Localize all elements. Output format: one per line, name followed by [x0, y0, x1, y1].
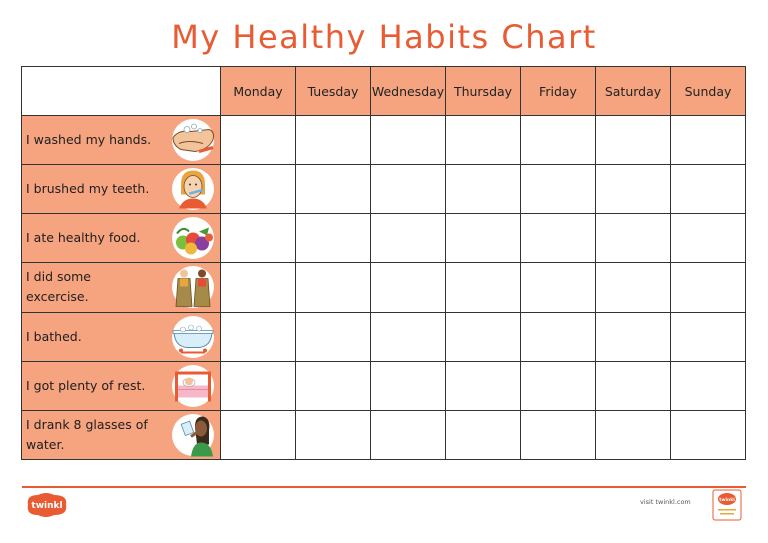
- tick-cell[interactable]: [446, 312, 521, 361]
- bathtub-icon: [169, 314, 217, 359]
- habit-row: [22, 165, 746, 214]
- tick-cell[interactable]: [671, 263, 746, 312]
- tick-cell[interactable]: [296, 263, 371, 312]
- habit-label-cell: [22, 165, 221, 214]
- tick-cell[interactable]: [521, 116, 596, 165]
- day-header-friday: Friday: [521, 67, 596, 116]
- logo-text: twinkl: [31, 501, 63, 511]
- habit-label-cell: [22, 361, 221, 410]
- day-header-tuesday: Tuesday: [296, 67, 371, 116]
- tick-cell[interactable]: [371, 116, 446, 165]
- habit-row: [22, 214, 746, 263]
- washing-hands-icon: [169, 118, 217, 163]
- twinkl-badge-icon: [712, 489, 742, 521]
- tick-cell[interactable]: [371, 410, 446, 459]
- habit-label-cell: [22, 312, 221, 361]
- tick-cell[interactable]: [521, 410, 596, 459]
- tick-cell[interactable]: [221, 410, 296, 459]
- tick-cell[interactable]: [521, 214, 596, 263]
- tick-cell[interactable]: [596, 361, 671, 410]
- tick-cell[interactable]: [521, 361, 596, 410]
- tick-cell[interactable]: [596, 312, 671, 361]
- tick-cell[interactable]: [371, 263, 446, 312]
- tick-cell[interactable]: [221, 214, 296, 263]
- habit-label: I washed my hands.: [26, 132, 152, 148]
- habit-label: I got plenty of rest.: [26, 377, 146, 393]
- habit-row: [22, 410, 746, 459]
- brushing-teeth-icon: [169, 167, 217, 212]
- tick-cell[interactable]: [596, 410, 671, 459]
- tick-cell[interactable]: [296, 312, 371, 361]
- tick-cell[interactable]: [446, 214, 521, 263]
- day-header-thursday: Thursday: [446, 67, 521, 116]
- habit-label: I did some excercise.: [26, 269, 92, 305]
- twinkl-logo: [24, 491, 70, 519]
- tick-cell[interactable]: [671, 165, 746, 214]
- drinking-water-icon: [169, 412, 217, 457]
- habit-label-cell: [22, 263, 221, 312]
- habit-row: [22, 312, 746, 361]
- tick-cell[interactable]: [671, 410, 746, 459]
- habit-row: [22, 116, 746, 165]
- tick-cell[interactable]: [446, 410, 521, 459]
- day-header-wednesday: Wednesday: [371, 67, 446, 116]
- tick-cell[interactable]: [221, 361, 296, 410]
- tick-cell[interactable]: [521, 165, 596, 214]
- tick-cell[interactable]: [671, 312, 746, 361]
- tick-cell[interactable]: [371, 165, 446, 214]
- day-header-monday: Monday: [221, 67, 296, 116]
- tick-cell[interactable]: [296, 165, 371, 214]
- tick-cell[interactable]: [371, 312, 446, 361]
- tick-cell[interactable]: [671, 116, 746, 165]
- tick-cell[interactable]: [221, 263, 296, 312]
- habit-label-cell: [22, 214, 221, 263]
- tick-cell[interactable]: [671, 214, 746, 263]
- tick-cell[interactable]: [596, 263, 671, 312]
- habit-label: I ate healthy food.: [26, 230, 141, 246]
- sleeping-icon: [169, 363, 217, 408]
- tick-cell[interactable]: [521, 312, 596, 361]
- habit-label-cell: [22, 116, 221, 165]
- habit-label-cell: [22, 410, 221, 459]
- tick-cell[interactable]: [596, 116, 671, 165]
- tick-cell[interactable]: [446, 165, 521, 214]
- tick-cell[interactable]: [446, 263, 521, 312]
- day-header-sunday: Sunday: [671, 67, 746, 116]
- tick-cell[interactable]: [371, 214, 446, 263]
- tick-cell[interactable]: [221, 116, 296, 165]
- page-title: My Healthy Habits Chart: [171, 18, 597, 56]
- tick-cell[interactable]: [221, 165, 296, 214]
- tick-cell[interactable]: [221, 312, 296, 361]
- corner-cell: [22, 67, 221, 116]
- habit-row: [22, 361, 746, 410]
- habit-label: I drank 8 glasses of water.: [26, 416, 148, 452]
- header-row: [22, 67, 746, 116]
- exercise-icon: [169, 265, 217, 310]
- healthy-food-icon: [169, 216, 217, 261]
- tick-cell[interactable]: [521, 263, 596, 312]
- tick-cell[interactable]: [296, 410, 371, 459]
- tick-cell[interactable]: [296, 214, 371, 263]
- visit-link[interactable]: visit twinkl.com: [640, 498, 691, 506]
- habit-label: I brushed my teeth.: [26, 181, 150, 197]
- tick-cell[interactable]: [596, 165, 671, 214]
- tick-cell[interactable]: [296, 116, 371, 165]
- badge-text: twinkl: [719, 498, 735, 503]
- tick-cell[interactable]: [446, 116, 521, 165]
- footer-divider: [22, 486, 746, 488]
- tick-cell[interactable]: [596, 214, 671, 263]
- day-header-saturday: Saturday: [596, 67, 671, 116]
- tick-cell[interactable]: [446, 361, 521, 410]
- tick-cell[interactable]: [371, 361, 446, 410]
- habits-chart-table: [21, 66, 746, 460]
- habit-row: [22, 263, 746, 312]
- habit-label: I bathed.: [26, 328, 82, 344]
- tick-cell[interactable]: [671, 361, 746, 410]
- tick-cell[interactable]: [296, 361, 371, 410]
